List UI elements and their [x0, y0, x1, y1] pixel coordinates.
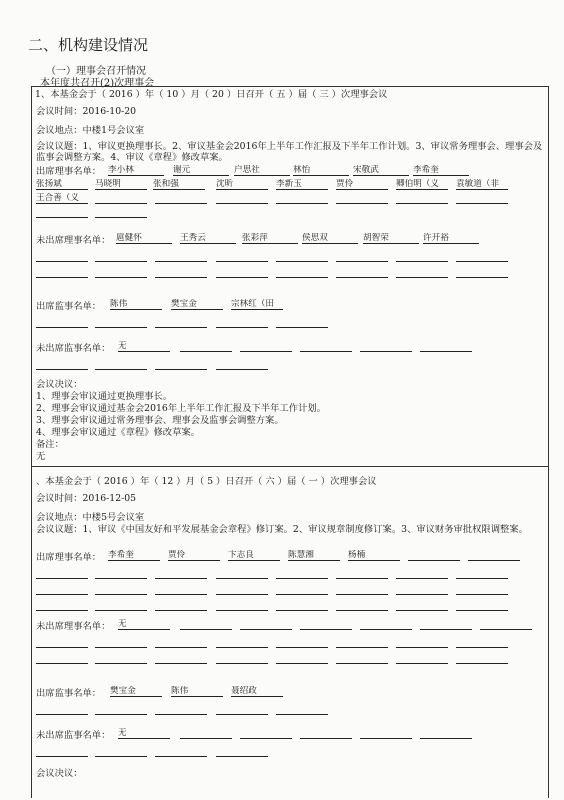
meeting-divider: [31, 466, 549, 467]
supervisor-name: 无 、: [118, 341, 170, 352]
meeting1-present-directors-label: 出席理事名单：: [36, 166, 102, 177]
director-name: 张彩萍 、: [242, 233, 298, 244]
director-name: 许开裕 、: [423, 233, 479, 244]
director-name: 卿伯明（义 、: [396, 179, 448, 190]
meeting2-header: 、本基金会于（ 2016 ）年（ 12 ）月（ 5 ）日召开（ 六 ）届（ 一 ）次理事会议: [36, 476, 377, 487]
supervisor-name: 樊宝金 、: [110, 686, 162, 697]
director-name: 王秀云 、: [180, 233, 236, 244]
meeting2-time: 会议时间：2016-12-05: [36, 493, 137, 504]
supervisor-name: 陈伟 、: [110, 299, 162, 310]
director-name: 扈健怀 、: [116, 233, 172, 244]
director-name: 马晓明 、: [95, 179, 147, 190]
director-name: 侯思双 、: [302, 233, 358, 244]
resolution-item: 2、理事会审议通过基金会2016年上半年工作汇报及下半年工作计划。: [36, 403, 326, 414]
director-name: 袁敏道（非 、: [456, 179, 508, 190]
director-name: 张和强 、: [153, 179, 205, 190]
director-name: 谢元 、: [173, 165, 229, 176]
meeting2-agenda: 会议议题：1、审议《中国友好和平发展基金会章程》修订案。2、审议规章制度修订案。3、审议财务审批权限调整案。: [36, 524, 528, 535]
meeting1-header: 1、本基金会于（ 2016 ）年（ 10 ）月（ 20 ）日召开（ 五 ）届（ 三 ）次理事会议: [35, 89, 388, 100]
meeting1-agenda: 会议议题：1、审议更换理事长。2、审议基金会2016年上半年工作汇报及下半年工作计划。3、审议常务理事会、理事会及监事会调整方案。4、审议《章程》修改草案。: [36, 141, 543, 163]
director-name: 贾伶 、: [168, 550, 220, 561]
meeting1-absent-supervisors-label: 未出席监事名单：: [36, 343, 111, 354]
director-name: 胡智荣 、: [363, 233, 419, 244]
director-name: 卞志良 、: [228, 550, 280, 561]
director-name: 张扬斌 、: [36, 179, 88, 190]
resolution-item: 4、理事会审议通过《章程》修改草案。: [36, 427, 200, 438]
meeting-count-line: 本年度共召开(2)次理事会: [40, 78, 155, 89]
meeting2-resolution-label: 会议决议：: [36, 768, 83, 779]
director-name: 李小林 、: [108, 165, 164, 176]
meeting1-present-supervisors-label: 出席监事名单：: [36, 301, 102, 312]
meeting1-remarks: 无: [36, 451, 46, 462]
director-name: 无 、: [118, 619, 170, 630]
meeting2-absent-supervisors-label: 未出席监事名单：: [36, 730, 111, 741]
director-name: 宋敬武 、: [353, 165, 409, 176]
supervisor-name: 聂绍政 、: [231, 686, 283, 697]
director-name: 王合善（义 、: [36, 193, 88, 204]
meeting1-resolution-label: 会议决议：: [36, 379, 83, 390]
meeting2-absent-directors-label: 未出席理事名单：: [36, 621, 111, 632]
director-name: 杨楠 、: [348, 550, 400, 561]
supervisor-name: 宗林红（田 、: [231, 299, 283, 310]
section-title: 二、机构建设情况: [28, 36, 149, 54]
director-name: 陈慧湘 、: [288, 550, 340, 561]
director-name: 李希奎 、: [108, 550, 160, 561]
meeting1-remarks-label: 备注：: [36, 439, 64, 450]
meeting2-present-directors-label: 出席理事名单：: [36, 552, 102, 563]
director-name: 李希奎 、: [413, 165, 469, 176]
director-name: 贾伶 、: [336, 179, 388, 190]
supervisor-name: 陈伟 、: [171, 686, 223, 697]
subsection-title: （一）理事会召开情况: [46, 66, 146, 77]
supervisor-name: 樊宝金 、: [171, 299, 223, 310]
meeting1-place: 会议地点：中楼1号会议室: [36, 125, 145, 136]
meeting1-time: 会议时间：2016-10-20: [36, 106, 137, 117]
meeting1-absent-directors-label: 未出席理事名单：: [36, 235, 111, 246]
supervisor-name: 无 、: [118, 728, 170, 739]
director-name: 户思社 、: [234, 165, 290, 176]
resolution-item: 3、理事会审议通过常务理事会、理事会及监事会调整方案。: [36, 415, 284, 426]
director-name: 李新玉 、: [276, 179, 328, 190]
director-name: 沈昕 、: [216, 179, 268, 190]
resolution-item: 1、理事会审议通过更换理事长。: [36, 391, 173, 402]
meeting2-present-supervisors-label: 出席监事名单：: [36, 688, 102, 699]
director-name: 林怡 、: [293, 165, 349, 176]
meeting2-place: 会议地点：中楼5号会议室: [36, 512, 145, 523]
